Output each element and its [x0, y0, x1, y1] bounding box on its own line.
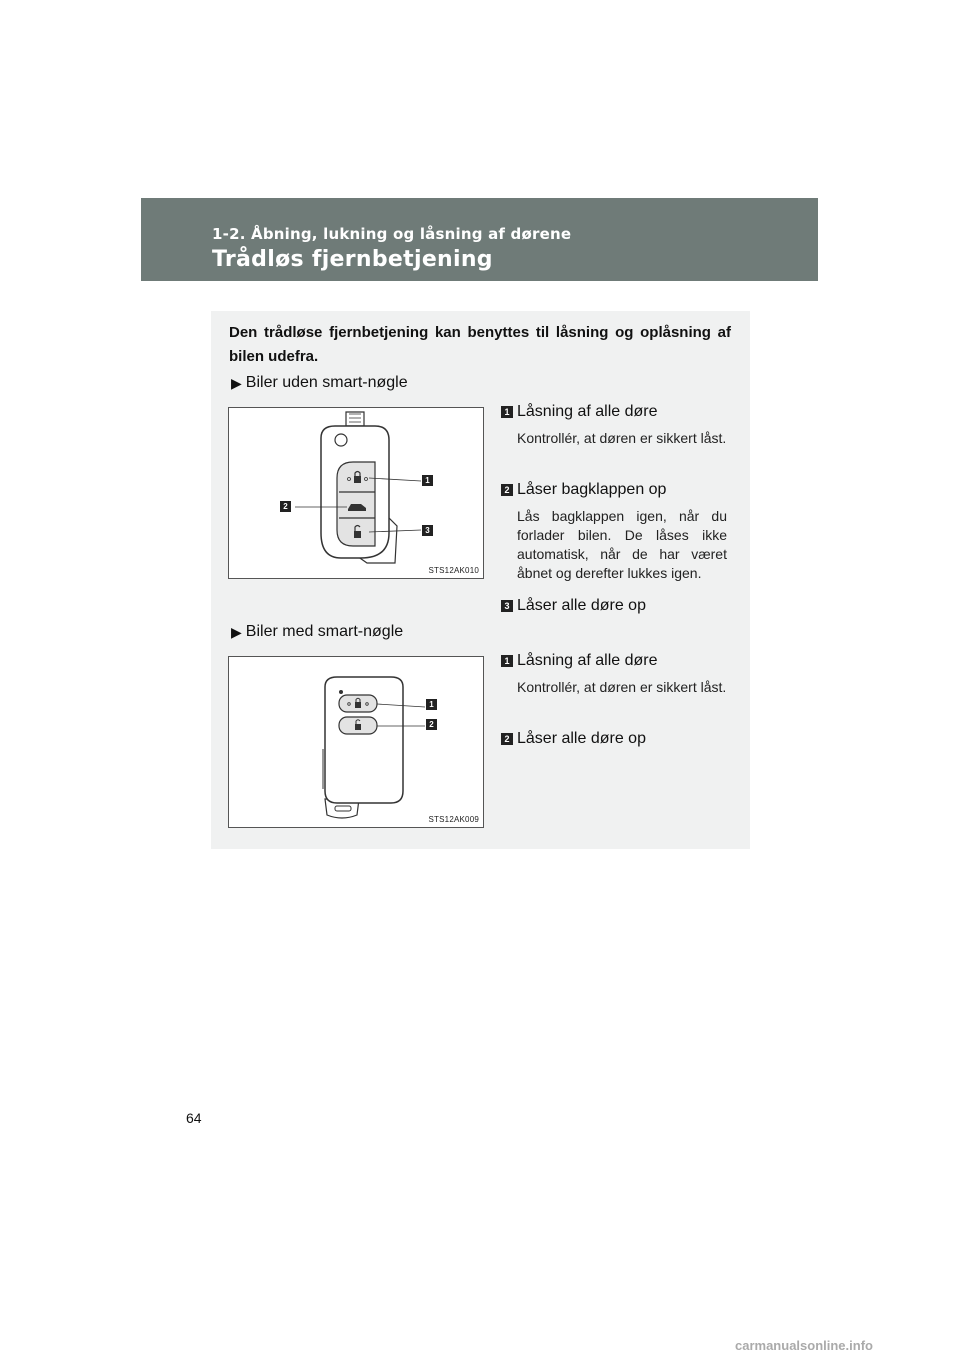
item-title: Låsning af alle døre	[517, 403, 658, 420]
callout-3: 3	[422, 525, 433, 536]
figure-code: STS12AK010	[428, 566, 479, 575]
item-title: Låser alle døre op	[517, 597, 646, 614]
legend-item-1	[501, 403, 727, 448]
item-title: Låsning af alle døre	[517, 652, 658, 669]
item-description: Lås bagklappen igen, når du forlader bilen. De låses ikke automatisk, når de har været åbnet og derefter lukkes igen.	[517, 508, 727, 581]
variant-heading-no-smart-key	[231, 374, 408, 392]
callout-1: 1	[426, 699, 437, 710]
intro-text: Den trådløse fjernbetjening kan benyttes til låsning og oplåsning af bilen udefra.	[229, 324, 731, 365]
page-title: Trådløs fjernbetjening	[212, 247, 493, 272]
item-description: Kontrollér, at døren er sikkert låst.	[517, 430, 727, 446]
variant-label: Biler uden smart-nøgle	[245, 374, 408, 391]
number-badge: 2	[501, 484, 513, 496]
item-title: Låser bagklappen op	[517, 481, 667, 498]
figure-key-fob-flip	[228, 407, 484, 579]
legend-item-3	[501, 597, 727, 615]
triangle-right-icon: ▶	[231, 623, 242, 640]
legend-item-2	[501, 730, 727, 748]
callout-1: 1	[422, 475, 433, 486]
legend-item-1	[501, 652, 727, 697]
content-panel	[211, 311, 750, 849]
variant-heading-smart-key	[231, 623, 403, 641]
item-title: Låser alle døre op	[517, 730, 646, 747]
triangle-right-icon: ▶	[231, 374, 242, 391]
number-badge: 2	[501, 733, 513, 745]
watermark: carmanualsonline.info	[735, 1338, 873, 1353]
item-description: Kontrollér, at døren er sikkert låst.	[517, 679, 727, 695]
number-badge: 1	[501, 406, 513, 418]
callout-2: 2	[426, 719, 437, 730]
number-badge: 1	[501, 655, 513, 667]
legend-item-2	[501, 481, 727, 583]
key-fob-flip-illustration	[229, 408, 485, 580]
number-badge: 3	[501, 600, 513, 612]
figure-smart-key	[228, 656, 484, 828]
page-number: 64	[186, 1110, 202, 1126]
section-label: 1-2. Åbning, lukning og låsning af dørene	[212, 225, 572, 243]
variant-label: Biler med smart-nøgle	[245, 623, 404, 640]
callout-2: 2	[280, 501, 291, 512]
smart-key-illustration	[229, 657, 485, 829]
section-header	[141, 198, 818, 281]
figure-code: STS12AK009	[428, 815, 479, 824]
